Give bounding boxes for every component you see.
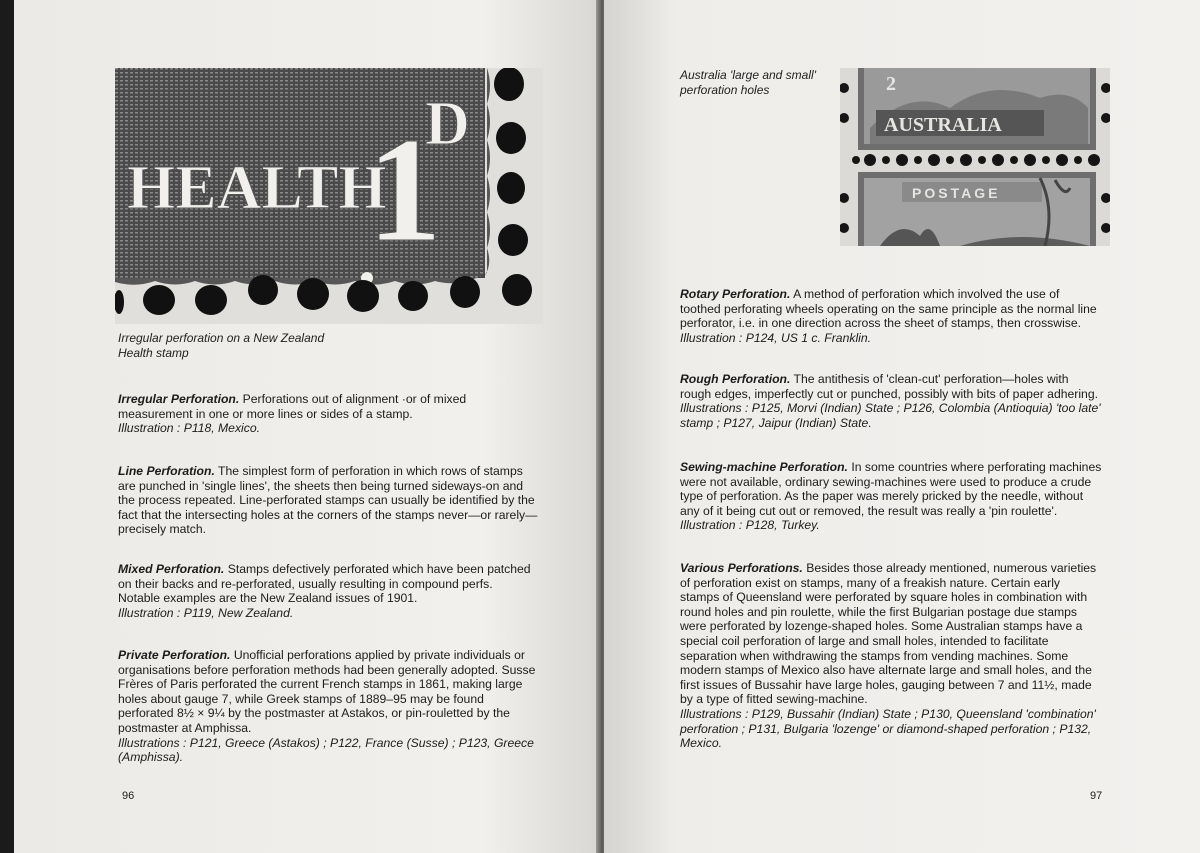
entry-heading: Line Perforation. (118, 464, 215, 478)
entry-illustration: Illustration : P119, New Zealand. (118, 605, 294, 620)
entry-rough-perforation (680, 372, 1102, 430)
entry-body: Unofficial perforations applied by private individuals or organisations before perforation methods had been generally adopted. Susse Frères of Paris perforated the current French stamps in 1861, making large holes about gauge 7, while Greek stamps of 1889–95 may be found perforated 8½ × 9¼ by the postmaster at Astakos, or pin-rouletted by the postmaster at Amphissa. (118, 648, 536, 735)
stamp-value: 1 (367, 107, 442, 273)
entry-body: The simplest form of perforation in which rows of stamps are punched in 'single lines', the sheets then being turned sideways-on and the process repeated. Line-perforated stamps can usually be identified by the fact that the intersecting holes at the corners of the stamps never—or rarely—precisely match. (118, 464, 538, 537)
entry-heading: Mixed Perforation. (118, 562, 225, 576)
right-page-number: 97 (1090, 790, 1103, 802)
entry-heading: Rotary Perforation. (680, 287, 791, 301)
entry-heading: Rough Perforation. (680, 372, 791, 386)
entry-heading: Private Perforation. (118, 648, 231, 662)
entry-illustration: Illustrations : P121, Greece (Astakos) ; P122, France (Susse) ; P123, Greece (Amphissa). (118, 735, 534, 765)
entry-illustration: Illustrations : P125, Morvi (Indian) State ; P126, Colombia (Antioquia) 'too late' stamp ; P127, Jaipur (Indian) State. (680, 401, 1101, 430)
entry-body: Stamps defectively perforated which have been patched on their backs and re-perforated, usually resulting in compound perfs. Notable examples are the New Zealand issues of 1901. (118, 562, 531, 606)
left-page-number: 96 (122, 790, 135, 802)
entry-various-perforations (680, 561, 1102, 751)
stamp-top-value: 2 (886, 73, 896, 95)
entry-illustration: Illustration : P118, Mexico. (118, 421, 261, 436)
right-figure-caption: Australia 'large and small' perforation holes (680, 68, 816, 97)
entry-body: A method of perforation which involved the use of toothed perforating wheels operating on the same principle as the normal line perforator, i.e. in one direction across the sheet of stamps, then crosswise. (680, 287, 1097, 331)
entry-illustration: Illustration : P124, US 1 c. Franklin. (680, 330, 872, 345)
entry-rotary-perforation (680, 287, 1102, 345)
stamp-country-text: AUSTRALIA (884, 114, 1002, 136)
left-page (14, 0, 600, 853)
nz-health-stamp-figure (115, 68, 543, 324)
right-page (604, 0, 1200, 853)
entry-body: In some countries where perforating machines were not available, ordinary sewing-machines were used to produce a crude type of perforation. As the paper was merely pricked by the needle, without any of it being cut out or removed, the result was really a 'pin roulette'. (680, 460, 1102, 518)
stamp-health-text: HEALTH (127, 154, 387, 222)
entry-heading: Various Perforations. (680, 561, 803, 575)
entry-sewing-machine-perforation (680, 460, 1102, 533)
entry-illustration: Illustration : P128, Turkey. (680, 518, 820, 533)
entry-irregular-perforation (118, 392, 538, 436)
nz-health-stamp-image (115, 68, 543, 324)
entry-heading: Sewing-machine Perforation. (680, 460, 848, 474)
entry-heading: Irregular Perforation. (118, 392, 240, 406)
entry-private-perforation (118, 648, 538, 765)
australia-stamp-figure (840, 68, 1110, 246)
entry-line-perforation (118, 464, 538, 537)
left-figure-caption: Irregular perforation on a New Zealand Health stamp (118, 331, 325, 360)
australia-stamp-image (840, 68, 1110, 246)
entry-body: Besides those already mentioned, numerous varieties of perforation exist on stamps, many of a freakish nature. Certain early stamps of Queensland were perforated by square holes in combination with round holes and pin roulette, while the first Bulgarian postage due stamps were perforated by lozenge-shaped holes. Some Australian stamps have a special coil perforation of large and small holes, intended to facilitate separation when withdrawing the stamps from vending machines. Some modern stamps of Mexico also have alternate large and small holes, and the first issues of Bussahir have large holes, gauging between 7 and 11½, made by a type of fitted sewing-machine. (680, 561, 1097, 707)
entry-mixed-perforation (118, 562, 538, 620)
stamp-postage-text: POSTAGE (912, 185, 1001, 201)
entry-illustration: Illustrations : P129, Bussahir (Indian) State ; P130, Queensland 'combination' perforation ; P131, Bulgaria 'lozenge' or diamond-shaped perforation ; P132, Mexico. (680, 706, 1096, 751)
entry-body: The antithesis of 'clean-cut' perforation—holes with rough edges, imperfectly cut or punched, possibly with bits of paper adhering. (680, 372, 1098, 401)
stamp-value-sup: D (425, 90, 470, 158)
entry-body: Perforations out of alignment ·or of mixed measurement in one or more lines or sides of a stamp. (118, 392, 467, 421)
